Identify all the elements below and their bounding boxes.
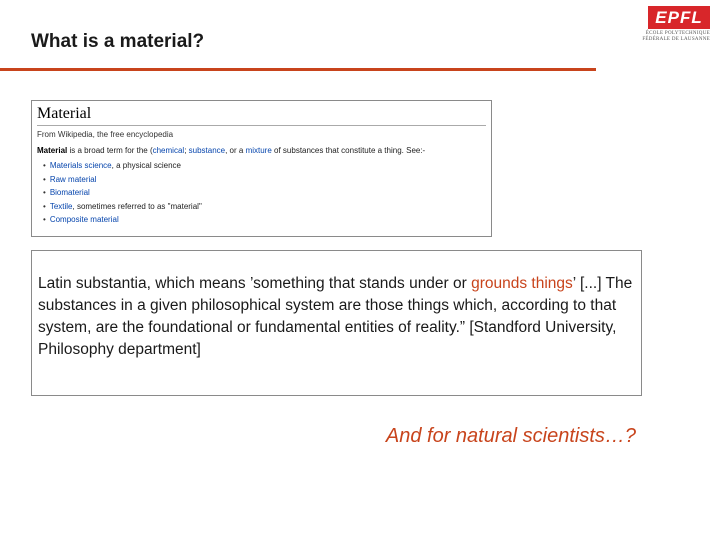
logo-line-2: FÉDÉRALE DE LAUSANNE	[642, 37, 710, 42]
link-raw-material[interactable]: Raw material	[49, 174, 97, 184]
link-mixture[interactable]: mixture	[245, 146, 272, 155]
list-item	[43, 173, 486, 187]
logo-mark: EPFL	[648, 6, 710, 29]
closing-question: And for natural scientists…?	[385, 425, 636, 447]
title-rule	[0, 68, 596, 71]
wiki-title: Material	[37, 105, 486, 126]
logo-line-1: ÉCOLE POLYTECHNIQUE	[645, 31, 710, 36]
quote-highlight: grounds things	[471, 275, 573, 292]
wiki-see-list	[37, 159, 486, 227]
philosophy-quote: Latin substantia, which means ’something that stands under or grounds things’ [...] The substances in a given philosophical system are those things which, according to that system, are the foundational or fundamental entities of reality.” [Standford University, Philosophy department]	[31, 250, 642, 396]
list-item: • Textile, sometimes referred to as "material"	[43, 200, 486, 214]
wiki-term: Material	[37, 146, 68, 155]
link-materials-science[interactable]: Materials science	[49, 161, 112, 170]
link-chemical[interactable]: chemical	[152, 146, 185, 155]
wiki-source-line: From Wikipedia, the free encyclopedia	[37, 130, 174, 139]
link-biomaterial[interactable]: Biomaterial	[49, 188, 90, 197]
list-item: • Materials science, a physical science	[43, 159, 486, 173]
epfl-logo	[640, 6, 712, 42]
wiki-definition: Material is a broad term for the (chemical; substance, or a mixture of substances that constitute a thing. See:-	[37, 146, 426, 155]
slide-title: What is a material?	[31, 31, 205, 52]
link-substance[interactable]: substance	[188, 146, 226, 155]
wikipedia-excerpt	[31, 100, 492, 237]
list-item	[43, 213, 486, 227]
list-item	[43, 186, 486, 200]
link-textile[interactable]: Textile	[49, 201, 73, 211]
link-composite-material[interactable]: Composite material	[49, 215, 119, 224]
